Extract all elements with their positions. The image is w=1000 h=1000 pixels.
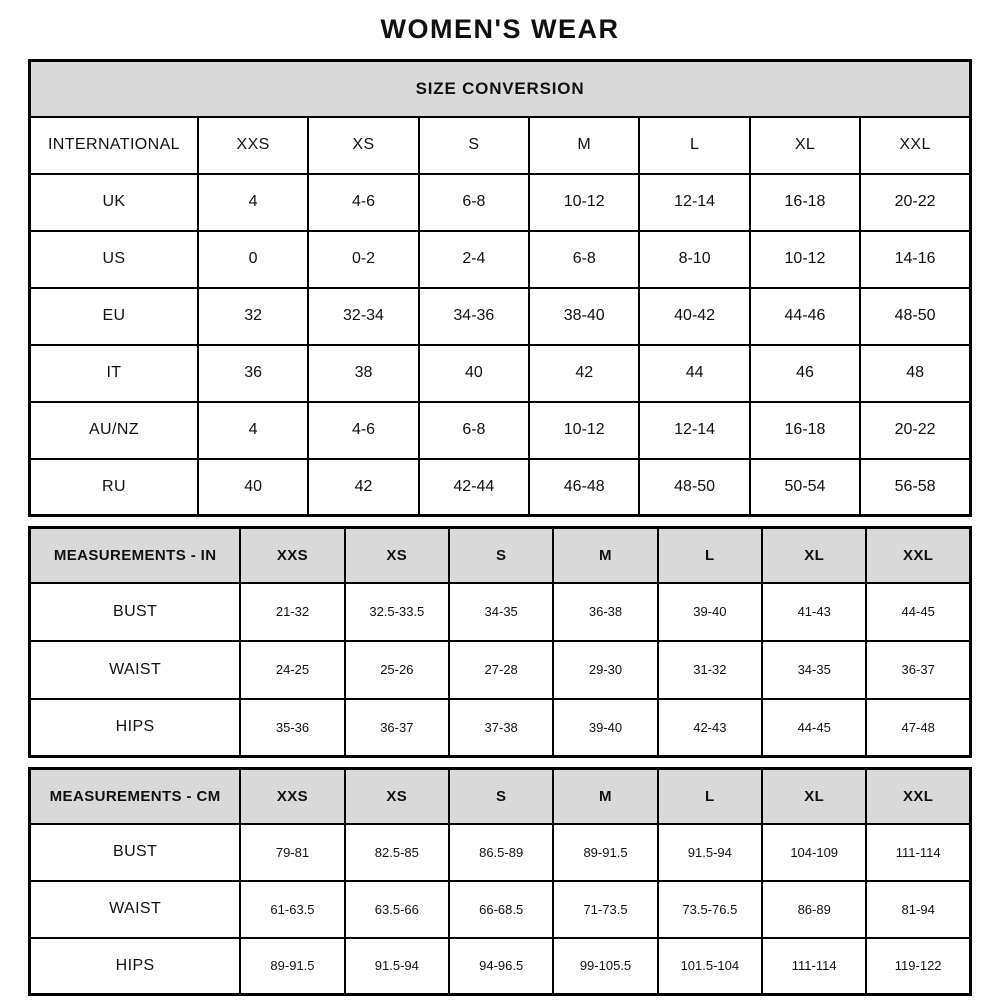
size-cell: 6-8: [529, 231, 639, 288]
measurement-cell: 34-35: [762, 641, 866, 699]
size-cell: 32-34: [308, 288, 418, 345]
measurement-cell: 99-105.5: [553, 938, 657, 995]
measurement-cell: 119-122: [866, 938, 970, 995]
row-label: US: [30, 231, 198, 288]
measurement-cell: 73.5-76.5: [658, 881, 762, 938]
size-cell: 48-50: [639, 459, 749, 516]
measurement-cell: 37-38: [449, 699, 553, 757]
column-header: XXL: [866, 769, 970, 824]
size-cell: 44: [639, 345, 749, 402]
measurements-cm-table: [28, 767, 972, 996]
column-header: XXS: [198, 117, 308, 174]
size-cell: 12-14: [639, 402, 749, 459]
size-cell: 42: [308, 459, 418, 516]
measurement-cell: 89-91.5: [553, 824, 657, 881]
size-cell: 46: [750, 345, 860, 402]
column-header-international: INTERNATIONAL: [30, 117, 198, 174]
measurement-cell: 42-43: [658, 699, 762, 757]
table-row: [30, 938, 971, 995]
size-cell: 40: [419, 345, 529, 402]
row-label: RU: [30, 459, 198, 516]
column-header: XXL: [860, 117, 970, 174]
size-cell: 14-16: [860, 231, 970, 288]
size-cell: 40: [198, 459, 308, 516]
column-header: L: [658, 769, 762, 824]
measurement-cell: 81-94: [866, 881, 970, 938]
size-cell: 38: [308, 345, 418, 402]
size-cell: 6-8: [419, 402, 529, 459]
column-header: L: [639, 117, 749, 174]
measurement-cell: 82.5-85: [345, 824, 449, 881]
measurements-cm-title: MEASUREMENTS - CM: [30, 769, 241, 824]
column-header: L: [658, 528, 762, 583]
column-header: S: [449, 528, 553, 583]
size-cell: 16-18: [750, 174, 860, 231]
measurement-cell: 86-89: [762, 881, 866, 938]
measurement-cell: 104-109: [762, 824, 866, 881]
measurement-cell: 41-43: [762, 583, 866, 641]
column-header: XXS: [240, 528, 344, 583]
table-row: [30, 824, 971, 881]
row-label: BUST: [30, 583, 241, 641]
row-label: HIPS: [30, 699, 241, 757]
measurement-cell: 36-38: [553, 583, 657, 641]
table-row: [30, 402, 971, 459]
measurement-cell: 86.5-89: [449, 824, 553, 881]
size-cell: 0-2: [308, 231, 418, 288]
size-cell: 32: [198, 288, 308, 345]
row-label: AU/NZ: [30, 402, 198, 459]
measurement-cell: 71-73.5: [553, 881, 657, 938]
measurement-cell: 66-68.5: [449, 881, 553, 938]
size-cell: 10-12: [529, 402, 639, 459]
column-header: S: [449, 769, 553, 824]
measurement-cell: 24-25: [240, 641, 344, 699]
table-row: [30, 117, 971, 174]
column-header: XS: [345, 769, 449, 824]
size-cell: 4-6: [308, 402, 418, 459]
measurement-cell: 27-28: [449, 641, 553, 699]
row-label: UK: [30, 174, 198, 231]
size-conversion-title: SIZE CONVERSION: [30, 61, 971, 117]
size-cell: 50-54: [750, 459, 860, 516]
table-row: [30, 583, 971, 641]
table-row: [30, 61, 971, 117]
size-cell: 4-6: [308, 174, 418, 231]
size-cell: 38-40: [529, 288, 639, 345]
row-label: WAIST: [30, 881, 241, 938]
row-label: EU: [30, 288, 198, 345]
size-cell: 4: [198, 402, 308, 459]
size-cell: 36: [198, 345, 308, 402]
row-label: IT: [30, 345, 198, 402]
measurement-cell: 61-63.5: [240, 881, 344, 938]
table-row: [30, 345, 971, 402]
row-label: BUST: [30, 824, 241, 881]
size-cell: 0: [198, 231, 308, 288]
size-cell: 4: [198, 174, 308, 231]
table-row: [30, 288, 971, 345]
size-cell: 10-12: [529, 174, 639, 231]
size-cell: 2-4: [419, 231, 529, 288]
size-cell: 20-22: [860, 174, 970, 231]
size-cell: 40-42: [639, 288, 749, 345]
column-header: M: [553, 769, 657, 824]
measurement-cell: 89-91.5: [240, 938, 344, 995]
size-cell: 42-44: [419, 459, 529, 516]
measurement-cell: 39-40: [553, 699, 657, 757]
size-conversion-table: [28, 59, 972, 517]
measurement-cell: 25-26: [345, 641, 449, 699]
measurements-in-table: [28, 526, 972, 758]
column-header: M: [553, 528, 657, 583]
column-header: XXL: [866, 528, 970, 583]
size-cell: 12-14: [639, 174, 749, 231]
size-cell: 8-10: [639, 231, 749, 288]
size-cell: 16-18: [750, 402, 860, 459]
table-row: [30, 231, 971, 288]
measurement-cell: 36-37: [866, 641, 970, 699]
size-cell: 10-12: [750, 231, 860, 288]
column-header: XS: [345, 528, 449, 583]
size-cell: 46-48: [529, 459, 639, 516]
column-header: S: [419, 117, 529, 174]
table-row: [30, 459, 971, 516]
table-row: [30, 769, 971, 824]
measurement-cell: 31-32: [658, 641, 762, 699]
measurement-cell: 44-45: [762, 699, 866, 757]
size-cell: 56-58: [860, 459, 970, 516]
size-cell: 20-22: [860, 402, 970, 459]
size-cell: 44-46: [750, 288, 860, 345]
measurement-cell: 34-35: [449, 583, 553, 641]
table-row: [30, 641, 971, 699]
measurement-cell: 101.5-104: [658, 938, 762, 995]
row-label: WAIST: [30, 641, 241, 699]
measurement-cell: 91.5-94: [345, 938, 449, 995]
measurement-cell: 111-114: [762, 938, 866, 995]
measurement-cell: 79-81: [240, 824, 344, 881]
measurement-cell: 32.5-33.5: [345, 583, 449, 641]
size-cell: 48: [860, 345, 970, 402]
row-label: HIPS: [30, 938, 241, 995]
measurement-cell: 35-36: [240, 699, 344, 757]
column-header: XS: [308, 117, 418, 174]
table-row: [30, 699, 971, 757]
page-title: WOMEN'S WEAR: [380, 14, 620, 44]
table-row: [30, 174, 971, 231]
measurement-cell: 21-32: [240, 583, 344, 641]
table-row: [30, 881, 971, 938]
measurement-cell: 36-37: [345, 699, 449, 757]
column-header: XL: [762, 769, 866, 824]
measurement-cell: 63.5-66: [345, 881, 449, 938]
measurement-cell: 47-48: [866, 699, 970, 757]
measurement-cell: 111-114: [866, 824, 970, 881]
column-header: XXS: [240, 769, 344, 824]
measurement-cell: 29-30: [553, 641, 657, 699]
measurement-cell: 39-40: [658, 583, 762, 641]
size-cell: 42: [529, 345, 639, 402]
size-cell: 48-50: [860, 288, 970, 345]
measurement-cell: 44-45: [866, 583, 970, 641]
column-header: XL: [762, 528, 866, 583]
column-header: M: [529, 117, 639, 174]
measurement-cell: 94-96.5: [449, 938, 553, 995]
size-cell: 34-36: [419, 288, 529, 345]
table-row: [30, 528, 971, 583]
column-header: XL: [750, 117, 860, 174]
size-cell: 6-8: [419, 174, 529, 231]
measurement-cell: 91.5-94: [658, 824, 762, 881]
measurements-in-title: MEASUREMENTS - IN: [30, 528, 241, 583]
